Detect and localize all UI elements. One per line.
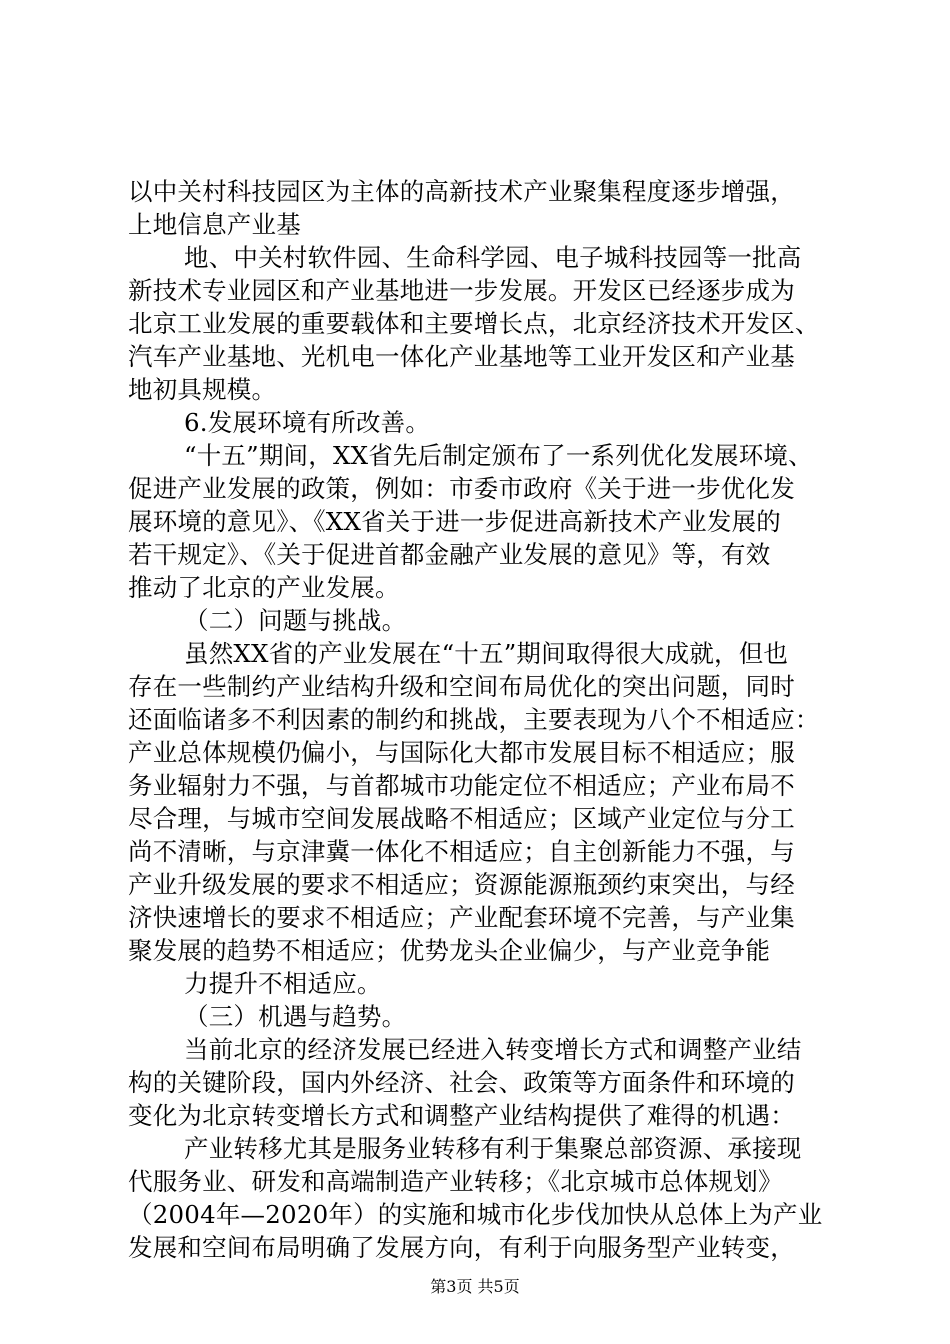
text-line: 产业转移尤其是服务业转移有利于集聚总部资源、承接现: [184, 1134, 802, 1163]
text-line: 汽车产业基地、光机电一体化产业基地等工业开发区和产业基: [128, 342, 795, 371]
text-line: 以中关村科技园区为主体的高新技术产业聚集程度逐步增强，: [128, 177, 795, 206]
text-line: 当前北京的经济发展已经进入转变增长方式和调整产业结: [184, 1035, 802, 1064]
page-footer: 第3页 共5页: [430, 1277, 520, 1296]
text-line: “十五”期间，XX省先后制定颁布了一系列优化发展环境、: [184, 441, 813, 470]
text-line: 推动了北京的产业发展。: [128, 573, 400, 602]
text-line: 代服务业、研发和高端制造产业转移；《北京城市总体规划》: [128, 1167, 783, 1196]
text-line: 聚发展的趋势不相适应；优势龙头企业偏少，与产业竞争能: [128, 936, 771, 965]
text-line: （2004年—2020年）的实施和城市化步伐加快从总体上为产业: [128, 1200, 823, 1229]
text-line: 北京工业发展的重要载体和主要增长点，北京经济技术开发区、: [128, 309, 820, 338]
text-line: （二）问题与挑战。: [184, 606, 407, 635]
text-line: 展环境的意见》、《XX省关于进一步促进高新技术产业发展的: [128, 507, 781, 536]
text-line: 力提升不相适应。: [184, 969, 382, 998]
text-line: 上地信息产业基: [128, 210, 301, 239]
text-line: 存在一些制约产业结构升级和空间布局优化的突出问题，同时: [128, 672, 795, 701]
text-line: 还面临诸多不利因素的制约和挑战，主要表现为八个不相适应：: [128, 705, 820, 734]
text-line: 构的关键阶段，国内外经济、社会、政策等方面条件和环境的: [128, 1068, 795, 1097]
text-line: 变化为北京转变增长方式和调整产业结构提供了难得的机遇：: [128, 1101, 795, 1130]
text-line: 若干规定》、《关于促进首都金融产业发展的意见》等，有效: [128, 540, 771, 569]
text-line: 地、中关村软件园、生命科学园、电子城科技园等一批高: [184, 243, 802, 272]
text-line: 促进产业发展的政策，例如：市委市政府《关于进一步优化发: [128, 474, 795, 503]
text-line: 发展和空间布局明确了发展方向，有利于向服务型产业转变，: [128, 1233, 795, 1262]
text-line: 新技术专业园区和产业基地进一步发展。开发区已经逐步成为: [128, 276, 795, 305]
text-line: 尚不清晰，与京津冀一体化不相适应；自主创新能力不强，与: [128, 837, 795, 866]
document-body: [128, 175, 848, 1264]
text-line: 务业辐射力不强，与首都城市功能定位不相适应；产业布局不: [128, 771, 795, 800]
text-line: 地初具规模。: [128, 375, 277, 404]
text-line: 尽合理，与城市空间发展战略不相适应；区域产业定位与分工: [128, 804, 795, 833]
text-line: 虽然XX省的产业发展在“十五”期间取得很大成就，但也: [184, 639, 789, 668]
text-line: 产业总体规模仍偏小，与国际化大都市发展目标不相适应；服: [128, 738, 795, 767]
text-line: （三）机遇与趋势。: [184, 1002, 407, 1031]
text-line: 产业升级发展的要求不相适应；资源能源瓶颈约束突出，与经: [128, 870, 795, 899]
text-line: 6.发展环境有所改善。: [184, 408, 431, 437]
text-line: 济快速增长的要求不相适应；产业配套环境不完善，与产业集: [128, 903, 795, 932]
